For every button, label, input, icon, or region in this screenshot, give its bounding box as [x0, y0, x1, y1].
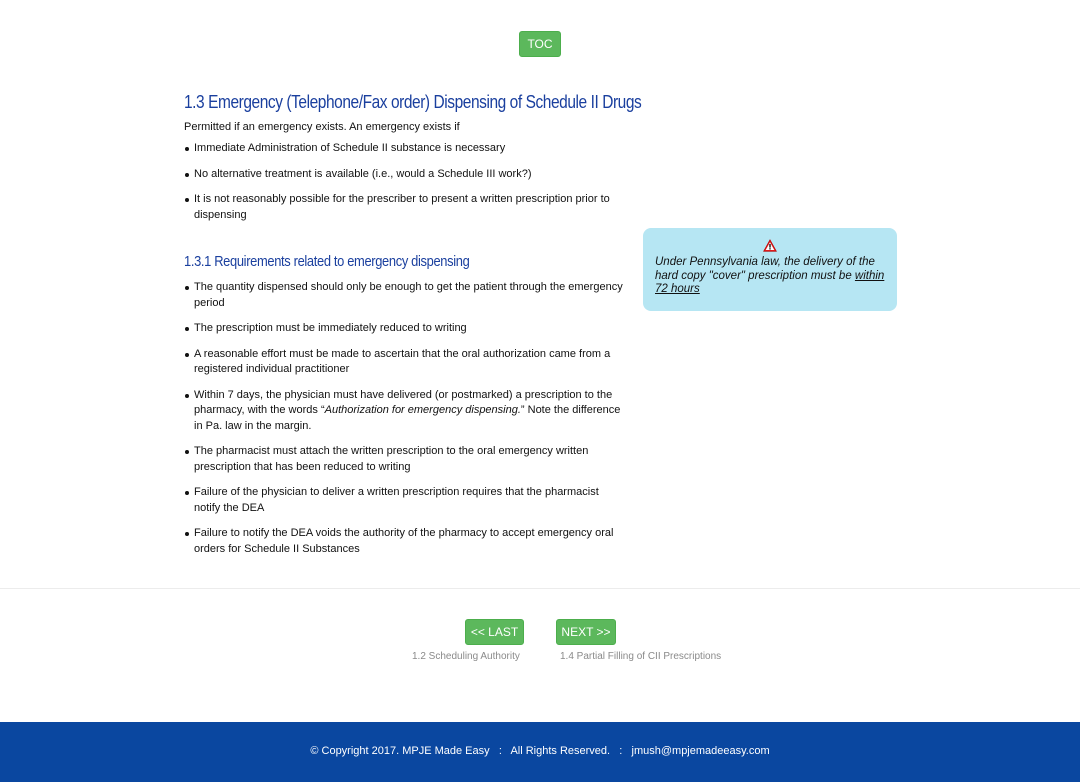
footer: [0, 722, 1080, 782]
footer-separator: :: [489, 745, 511, 757]
footer-email[interactable]: jmush@mpjemadeeasy.com: [631, 745, 770, 757]
divider: [0, 588, 1080, 589]
callout-body: Under Pennsylvania law, the delivery of the hard copy "cover" prescription must be: [655, 256, 875, 282]
list-item: It is not reasonably possible for the prescriber to present a written prescription prior to dispensing: [184, 192, 624, 223]
warning-triangle-icon: [763, 239, 777, 252]
section-intro: Permitted if an emergency exists. An emergency exists if: [184, 121, 460, 133]
callout-text: [655, 256, 885, 297]
list-item-text: ” Note the difference in Pa. law in the margin.: [194, 404, 621, 432]
section-title: 1.3 Emergency (Telephone/Fax order) Dispensing of Schedule II Drugs: [184, 92, 642, 112]
warning-icon-wrap: [655, 238, 885, 256]
subsection: [184, 251, 624, 557]
next-button[interactable]: NEXT >>: [556, 619, 616, 645]
emphasis-phrase: Authorization for emergency dispensing.: [324, 404, 521, 416]
pa-law-callout: [643, 228, 897, 311]
list-item: Failure to notify the DEA voids the authority of the pharmacy to accept emergency oral orders for Schedule II Substances: [184, 526, 624, 557]
footer-separator: :: [610, 745, 632, 757]
last-button[interactable]: << LAST: [465, 619, 524, 645]
list-item: A reasonable effort must be made to ascertain that the oral authorization came from a registered individual practitioner: [184, 347, 624, 378]
footer-copyright: © Copyright 2017. MPJE Made Easy: [310, 745, 490, 757]
list-item: No alternative treatment is available (i.e., would a Schedule III work?): [184, 167, 624, 183]
next-page-caption: 1.4 Partial Filling of CII Prescriptions: [560, 651, 722, 662]
toc-button[interactable]: TOC: [519, 31, 561, 57]
list-item: The pharmacist must attach the written prescription to the oral emergency written prescription that has been reduced to writing: [184, 444, 624, 475]
list-item: Failure of the physician to deliver a written prescription requires that the pharmacist notify the DEA: [184, 485, 624, 516]
list-item: Immediate Administration of Schedule II substance is necessary: [184, 141, 624, 157]
callout-underlined: within 72 hours: [655, 269, 885, 295]
main-content: [184, 89, 642, 567]
list-item: [184, 388, 624, 435]
list-item: The quantity dispensed should only be enough to get the patient through the emergency period: [184, 280, 624, 311]
footer-rights: All Rights Reserved.: [510, 745, 611, 757]
list-item-text: Within 7 days, the physician must have delivered (or postmarked) a prescription to the pharmacy, with the words “: [194, 388, 613, 416]
subsection-title: 1.3.1 Requirements related to emergency dispensing: [184, 253, 470, 270]
prev-page-caption: 1.2 Scheduling Authority: [412, 651, 520, 662]
list-item: The prescription must be immediately reduced to writing: [184, 321, 624, 337]
requirements-list: [184, 280, 624, 557]
emergency-conditions-list: [184, 141, 624, 223]
